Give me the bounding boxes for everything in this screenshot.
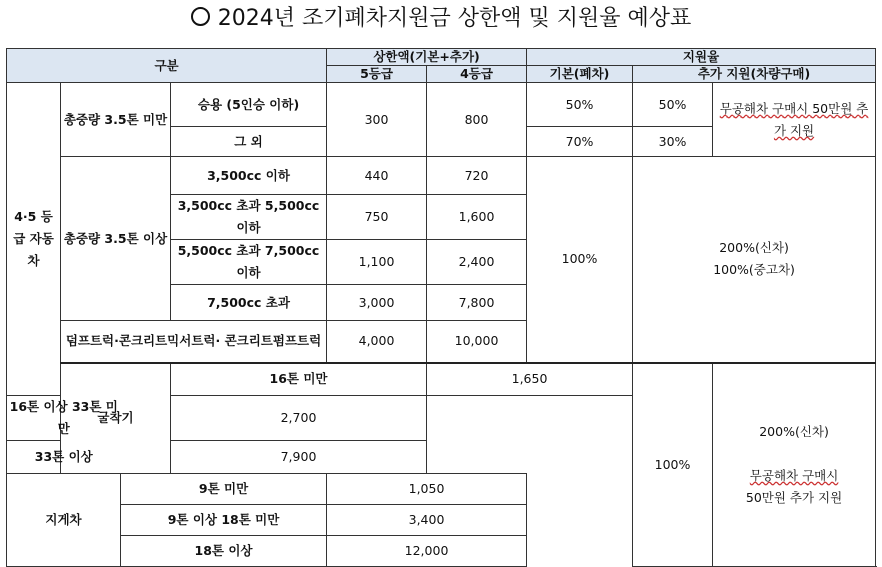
table-row xyxy=(7,83,876,127)
forklift-row-label: 18톤 이상 xyxy=(121,536,327,567)
large-row-cap5: 1,100 xyxy=(327,240,427,285)
large-row-cap5: 3,000 xyxy=(327,285,427,321)
header-gubun: 구분 xyxy=(7,49,327,83)
forklift-label: 지게차 xyxy=(7,474,121,567)
large-row-label: 5,500cc 초과 7,500cc 이하 xyxy=(171,240,327,285)
construction-extra-rate: 200%(신차) 무공해차 구매시 50만원 추가 지원 xyxy=(713,363,876,567)
small-weight-label: 총중량 3.5톤 미만 xyxy=(61,83,171,157)
excavator-row-cap: 1,650 xyxy=(427,363,633,396)
small-row1-label: 승용 (5인승 이하) xyxy=(171,83,327,127)
forklift-row-label: 9톤 미만 xyxy=(121,474,327,505)
large-row-label: 3,500cc 초과 5,500cc 이하 xyxy=(171,195,327,240)
forklift-row-cap: 3,400 xyxy=(327,505,527,536)
small-row2-base: 70% xyxy=(527,127,633,157)
forklift-row-cap: 12,000 xyxy=(327,536,527,567)
subsidy-table xyxy=(6,48,876,567)
large-row-cap4: 2,400 xyxy=(427,240,527,285)
header-grade5: 5등급 xyxy=(327,66,427,83)
excavator-row-cap: 7,900 xyxy=(171,441,427,474)
dump-truck-cap5: 4,000 xyxy=(327,321,427,363)
excavator-row-label: 33톤 이상 xyxy=(7,441,121,474)
large-row-cap5: 750 xyxy=(327,195,427,240)
small-row1-extra: 50% xyxy=(633,83,713,127)
small-row2-label: 그 외 xyxy=(171,127,327,157)
header-row xyxy=(7,49,876,66)
excavator-row-label: 16톤 이상 33톤 미만 xyxy=(7,396,121,441)
large-row-cap4: 7,800 xyxy=(427,285,527,321)
excavator-label: 굴착기 xyxy=(61,363,171,474)
large-extra-rate: 200%(신차) 100%(중고차) xyxy=(633,157,876,363)
large-row-label: 3,500cc 이하 xyxy=(171,157,327,195)
large-weight-label: 총중량 3.5톤 이상 xyxy=(61,157,171,321)
large-row-label: 7,500cc 초과 xyxy=(171,285,327,321)
small-row1-base: 50% xyxy=(527,83,633,127)
header-rate: 지원율 xyxy=(527,49,876,66)
forklift-row-label: 9톤 이상 18톤 미만 xyxy=(121,505,327,536)
large-row-cap4: 1,600 xyxy=(427,195,527,240)
construction-base-rate: 100% xyxy=(633,363,713,567)
header-extra: 추가 지원(차량구매) xyxy=(633,66,876,83)
vehicle-group-label: 4·5 등급 자동차 xyxy=(7,83,61,396)
excavator-row-label: 16톤 미만 xyxy=(171,363,427,396)
page-title: 2024년 조기폐차지원금 상한액 및 지원율 예상표 xyxy=(0,4,882,34)
forklift-row-cap: 1,050 xyxy=(327,474,527,505)
excavator-row-cap: 2,700 xyxy=(171,396,427,441)
circle-bullet-icon xyxy=(191,7,210,26)
header-base: 기본(폐차) xyxy=(527,66,633,83)
large-row-cap4: 720 xyxy=(427,157,527,195)
dump-truck-label: 덤프트럭·콘크리트믹서트럭· 콘크리트펌프트럭 xyxy=(61,321,327,363)
small-note: 무공해차 구매시 50만원 추가 지원 xyxy=(713,83,876,157)
dump-truck-cap4: 10,000 xyxy=(427,321,527,363)
large-base-rate: 100% xyxy=(527,157,633,363)
large-row-cap5: 440 xyxy=(327,157,427,195)
table-row xyxy=(7,363,876,396)
small-row2-extra: 30% xyxy=(633,127,713,157)
small-cap5: 300 xyxy=(327,83,427,157)
table-row xyxy=(7,157,876,195)
header-grade4: 4등급 xyxy=(427,66,527,83)
header-cap: 상한액(기본+추가) xyxy=(327,49,527,66)
small-cap4: 800 xyxy=(427,83,527,157)
